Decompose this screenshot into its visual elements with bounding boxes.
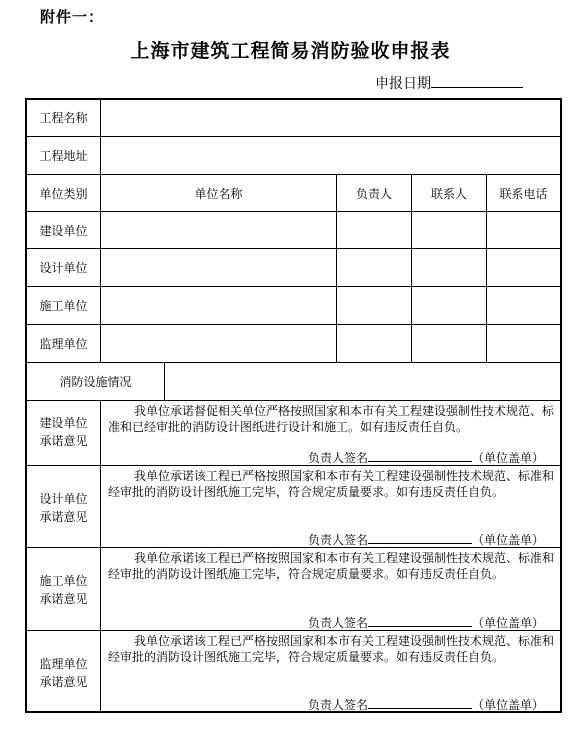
- unit-name-field[interactable]: [101, 249, 336, 286]
- responsible-field[interactable]: [337, 212, 411, 248]
- signature-field[interactable]: [368, 614, 472, 627]
- contact-header: 联系人: [430, 186, 467, 201]
- form-title: 上海市建筑工程简易消防验收申报表: [130, 40, 451, 62]
- signature-line: 负责人签名 （单位盖单）: [308, 616, 545, 630]
- commitment-label: 设计单位 承诺意见: [39, 492, 88, 524]
- phone-field[interactable]: [487, 325, 560, 362]
- report-date-field[interactable]: [431, 72, 523, 88]
- commitment-text: 我单位承诺该工程已严格按照国家和本市有关工程建设强制性技术规范、标准和经审批的消防设计图纸施工完毕，符合规定质量要求。如有违反责任自负。: [108, 551, 555, 581]
- unit-name-header: 单位名称: [194, 186, 243, 201]
- contact-field[interactable]: [412, 325, 486, 362]
- commitment-label: 施工单位 承诺意见: [39, 574, 88, 606]
- signature-field[interactable]: [368, 696, 472, 709]
- project-address-field[interactable]: [101, 137, 560, 174]
- signature-line: 负责人签名 （单位盖单）: [308, 533, 545, 547]
- commitment-label: 建设单位 承诺意见: [39, 416, 88, 448]
- unit-category-header: 单位类别: [39, 186, 88, 201]
- commitment-text: 我单位承诺该工程已严格按照国家和本市有关工程建设强制性技术规范、标准和经审批的消防设计图纸施工完毕，符合规定质量要求。如有违反责任自负。: [108, 469, 555, 499]
- unit-name-field[interactable]: [101, 325, 336, 362]
- responsible-field[interactable]: [337, 249, 411, 286]
- unit-name-field[interactable]: [101, 287, 336, 324]
- project-name-field[interactable]: [101, 99, 560, 136]
- project-address-label: 工程地址: [39, 149, 88, 163]
- unit-name-field[interactable]: [101, 212, 336, 248]
- unit-row-label: 监理单位: [39, 337, 88, 351]
- signature-field[interactable]: [368, 531, 472, 544]
- fire-facilities-label: 消防设施情况: [59, 375, 132, 389]
- contact-field[interactable]: [412, 287, 486, 324]
- phone-field[interactable]: [487, 287, 560, 324]
- phone-header: 联系电话: [499, 186, 548, 201]
- commitment-label: 监理单位 承诺意见: [39, 657, 88, 689]
- project-name-label: 工程名称: [39, 111, 88, 125]
- commitment-text: 我单位承诺该工程已严格按照国家和本市有关工程建设强制性技术规范、标准和经审批的消防设计图纸施工完毕，符合规定质量要求。如有违反责任自负。: [108, 634, 555, 664]
- commitment-text: 我单位承诺督促相关单位严格按照国家和本市有关工程建设强制性技术规范、标准和已经审批的消防设计图纸进行设计和施工。如有违反责任自负。: [108, 404, 555, 434]
- contact-field[interactable]: [412, 212, 486, 248]
- report-date-label: 申报日期: [375, 76, 431, 92]
- unit-row-label: 设计单位: [39, 261, 88, 275]
- fire-facilities-field[interactable]: [165, 363, 560, 400]
- unit-row-label: 施工单位: [39, 299, 88, 313]
- signature-field[interactable]: [368, 449, 472, 462]
- attachment-label: 附件一：: [40, 8, 105, 26]
- responsible-header: 负责人: [355, 186, 392, 201]
- report-date: [375, 72, 523, 93]
- signature-line: 负责人签名 （单位盖单）: [308, 451, 545, 465]
- phone-field[interactable]: [487, 212, 560, 248]
- responsible-field[interactable]: [337, 287, 411, 324]
- unit-row-label: 建设单位: [39, 223, 88, 238]
- signature-line: 负责人签名 （单位盖单）: [308, 698, 545, 712]
- responsible-field[interactable]: [337, 325, 411, 362]
- contact-field[interactable]: [412, 249, 486, 286]
- phone-field[interactable]: [487, 249, 560, 286]
